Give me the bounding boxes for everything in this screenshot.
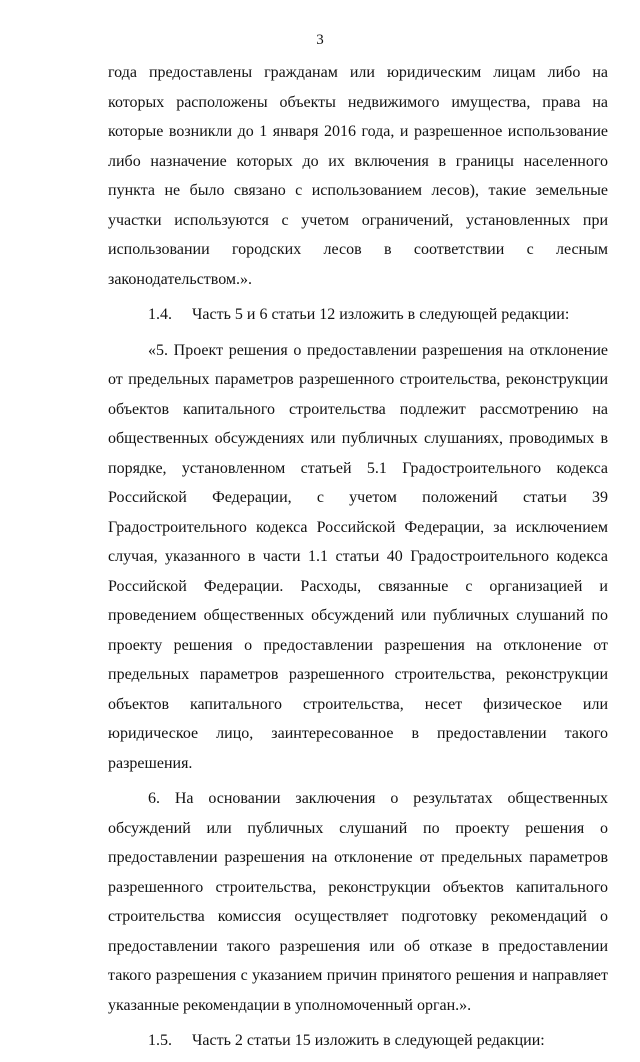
list-item-1-5: [108, 1026, 608, 1056]
paragraph-continuation: года предоставлены гражданам или юридическим лицам либо на которых расположены объекты недвижимого имущества, права на которые возникли до 1 января 2016 года, и разрешенное использование либо назначение которых до их включения в границы населенного пункта не было связано с использованием лесов), такие земельные участки используются с учетом ограничений, установленных при использовании городских лесов в соответствии с лесным законодательством.».: [108, 64, 608, 288]
paragraph-part-6: 6. На основании заключения о результатах общественных обсуждений или публичных слушаний по проекту решения о предоставлении разрешения на отклонение от предельных параметров разрешенного строительства, реконструкции объектов капитального строительства комиссия осуществляет подготовку рекомендаций о предоставлении такого разрешения или об отказе в предоставлении такого разрешения с указанием причин принятого решения и направляет указанные рекомендации в уполномоченный орган.».: [108, 790, 608, 1014]
item-text: Часть 5 и 6 статьи 12 изложить в следующей редакции:: [192, 306, 570, 323]
document-body: [108, 58, 608, 1062]
item-number: 1.4.: [148, 306, 172, 323]
page-number: 3: [316, 32, 324, 48]
paragraph-part-5: «5. Проект решения о предоставлении разрешения на отклонение от предельных параметров разрешенного строительства, реконструкции объектов капитального строительства подлежит рассмотрению на общественных обсуждениях или публичных слушаниях, проводимых в порядке, установленном статьей 5.1 Градостроительного кодекса Российской Федерации, с учетом положений статьи 39 Градостроительного кодекса Российской Федерации, за исключением случая, указанного в части 1.1 статьи 40 Градостроительного кодекса Российской Федерации. Расходы, связанные с организацией и проведением общественных обсуждений или публичных слушаний по проекту решения о предоставлении разрешения на отклонение от предельных параметров разрешенного строительства, реконструкции объектов капитального строительства, несет физическое или юридическое лицо, заинтересованное в предоставлении такого разрешения.: [108, 341, 608, 772]
item-number: 1.5.: [148, 1032, 172, 1049]
item-text: Часть 2 статьи 15 изложить в следующей редакции:: [192, 1032, 545, 1049]
list-item-1-4: [108, 300, 608, 330]
